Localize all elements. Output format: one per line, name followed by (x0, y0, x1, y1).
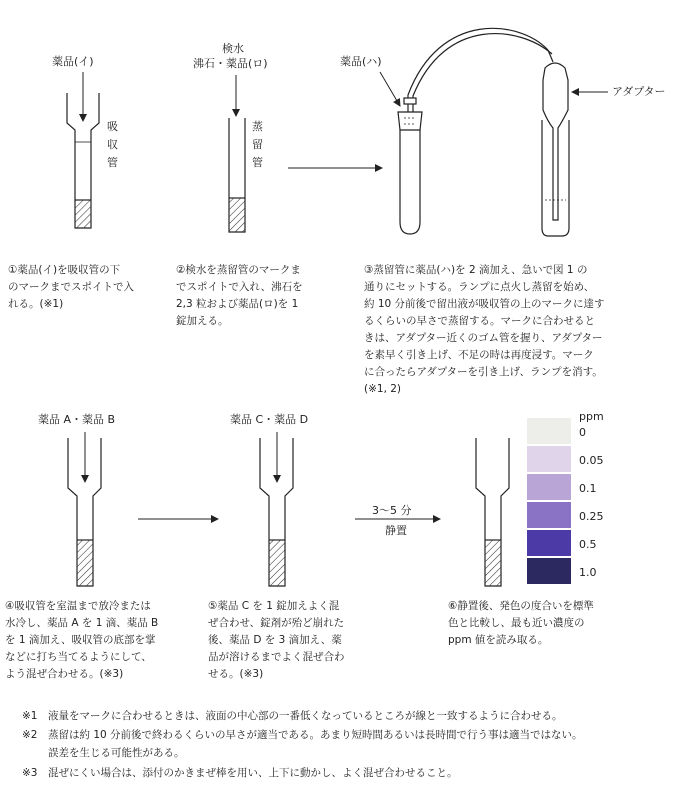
step2-text (176, 262, 303, 330)
swatch-3-label: 0.25 (579, 510, 604, 523)
swatch-3 (527, 502, 571, 528)
tube-label-2-c: 管 (252, 156, 263, 169)
step1-line: ①薬品(イ)を吸収管の下 (8, 264, 121, 276)
step6-line: 色と比較し、最も近い濃度の (448, 617, 585, 629)
chem-i-label: 薬品(イ) (52, 55, 94, 68)
step2-line: ②検水を蒸留管のマークま (176, 264, 301, 276)
step6-text (448, 598, 594, 649)
step3-text (364, 262, 605, 398)
wait-label: 静置 (385, 524, 407, 537)
sample-water-label: 検水 (222, 42, 244, 55)
step2-line: でスポイトで入れ、沸石を (176, 281, 303, 293)
swatch-5 (527, 558, 571, 584)
tube-label-1-b: 収 (107, 138, 118, 151)
step3-line: 約 10 分前後で留出液が吸収管の上のマークに達す (364, 298, 605, 310)
arrow-chem-ha (380, 72, 400, 106)
step2-line: 錠加える。 (176, 315, 229, 327)
step3-line: きは、アダプター近くのゴム管を握り、アダプター (364, 332, 603, 344)
step3-line: るくらいの早さで蒸留する。マークに合わせると (364, 315, 595, 327)
tube-label-1-a: 吸 (107, 120, 118, 133)
note-2-text: 蒸留は約 10 分前後で終わるくらいの早さが適当である。あまり短時間あるいは長時間で行う事は適当ではない。 (48, 729, 583, 741)
step5-line: せる。(※3) (208, 668, 264, 680)
step1-line: のマークまでスポイトで入 (8, 281, 134, 293)
step1-line: れる。(※1) (8, 298, 64, 310)
swatch-0-label: 0 (579, 426, 586, 439)
step3-line: を素早く引き上げ、不足の時は再度浸す。マーク (364, 349, 594, 361)
note-2-mark: ※2 (22, 729, 38, 741)
distillation-tube (229, 118, 245, 232)
step5-line: 後、薬品 D を 3 滴加え、薬 (208, 634, 342, 646)
step2-line: 2,3 粒および薬品(ロ)を 1 (176, 298, 299, 310)
note-3-text: 混ぜにくい場合は、添付のかきまぜ棒を用い、上下に動かし、よく混ぜ合わせること。 (48, 767, 458, 779)
step3-line: (※1, 2) (364, 383, 402, 395)
swatch-2-label: 0.1 (579, 482, 597, 495)
tube-label-1-c: 管 (107, 156, 118, 169)
step4-line: などに打ち当てるようにして、 (5, 651, 152, 663)
step3-line: 通りにセットする。ランプに点火し蒸留を始め、 (364, 281, 595, 293)
step3-line: ③蒸留管に薬品(ハ)を 2 滴加え、急いで図 1 の (364, 264, 588, 276)
step5-text (208, 598, 345, 683)
step5-line: ⑤薬品 C を 1 錠加えよく混 (208, 600, 340, 612)
step4-text (5, 598, 158, 683)
wait-time-label: 3〜5 分 (372, 504, 412, 517)
chem-ha-label: 薬品(ハ) (340, 55, 382, 68)
chem-cd-label: 薬品 C・薬品 D (230, 413, 309, 426)
step5-line: 品が溶けるまでよく混ぜ合わ (208, 651, 345, 663)
tube-label-2-b: 留 (252, 138, 263, 151)
note-2-cont: 誤差を生じる可能性がある。 (48, 747, 185, 759)
swatch-1-label: 0.05 (579, 454, 604, 467)
step4-line: 水冷し、薬品 A を 1 滴、薬品 B (5, 617, 159, 629)
swatch-4 (527, 530, 571, 556)
ppm-unit-label: ppm (579, 410, 604, 423)
step6-line: ppm 値を読み取る。 (448, 634, 549, 646)
step4-line: ④吸収管を室温まで放冷または (5, 600, 151, 612)
chem-ab-label: 薬品 A・薬品 B (38, 413, 116, 426)
note-1-mark: ※1 (22, 710, 38, 722)
step6-line: ⑥静置後、発色の度合いを標準 (448, 600, 594, 612)
note-1-text: 液量をマークに合わせるときは、液面の中心部の一番低くなっているところが線と一致するように合わせる。 (48, 710, 563, 722)
swatch-5-label: 1.0 (579, 566, 597, 579)
step4-line: よう混ぜ合わせる。(※3) (5, 668, 124, 680)
swatch-2 (527, 474, 571, 500)
swatch-1 (527, 446, 571, 472)
step5-line: ぜ合わせ、錠剤が殆ど崩れた (208, 617, 345, 629)
swatch-4-label: 0.5 (579, 538, 597, 551)
step3-line: に合ったらアダプターを引き上げ、ランプを消す。 (364, 366, 603, 378)
distillation-apparatus (398, 28, 569, 236)
step4-line: を 1 滴加え、吸収管の底部を掌 (5, 634, 156, 646)
note-3-mark: ※3 (22, 767, 38, 779)
step1-text (8, 262, 134, 313)
absorption-tube-6 (476, 438, 509, 586)
boiling-chip-label: 沸石・薬品(ロ) (193, 57, 268, 70)
adapter-label: アダプター (612, 85, 666, 98)
tube-label-2-a: 蒸 (252, 120, 263, 133)
swatch-0 (527, 418, 571, 444)
